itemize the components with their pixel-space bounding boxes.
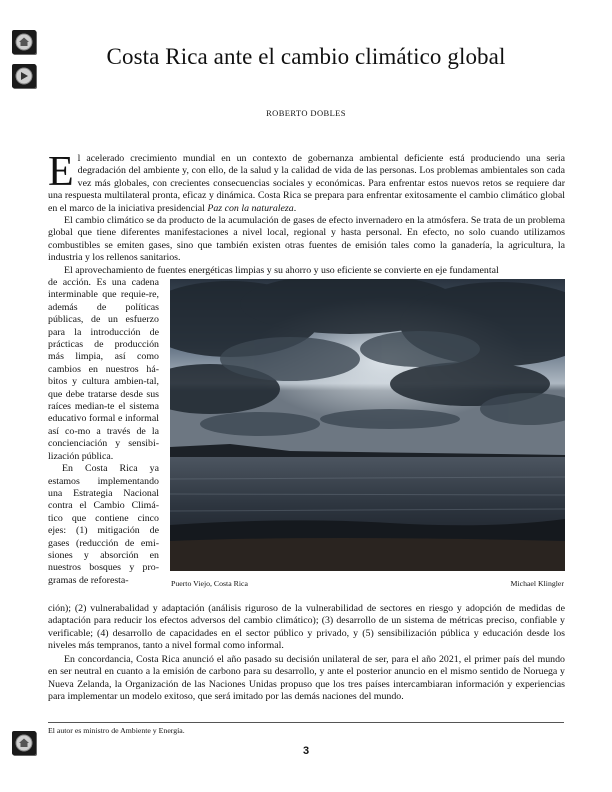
intro-text: l acelerado crecimiento mundial en un contexto de gobernanza ambiental deficiente está produciendo una seria degradación del ambiente y, con ello, de la salud y la calidad de vida de las personas. Los problemas ambientales son cada vez más globales, con crecientes consecuencias sociales y económicas. Para enfrentar estos nuevos retos se requiere dar una respuesta multilateral pronta, eficaz y dinámica. Costa Rica se prepara para enfrentar exitosamente el cambio climático global en el marco de la iniciativa presidencial — [48, 153, 565, 214]
page-number: 3 — [302, 745, 310, 757]
paragraph-strategy-continued: ción); (2) vulnerabalidad y adaptación (análisis riguroso de la vulnerabilidad de sectores en riesgo y adopción de medidas de adaptación para reducir los efectos adversos del cambio climático); (3) desarrollo de un sistema de métricas preciso, confiable y verificable; (4) desarrollo de capacidades en el sector público y privado, y (5) sensibilización pública y educación desde los niveles más tempranos, tanto a nivel formal como informal. — [48, 603, 565, 652]
intro-text-end: . — [293, 202, 297, 214]
column-paragraph-1: de acción. Es una cadena interminable que requie-re, además de políticas públicas, de un esfuerzo para la introducción de prácticas de producción más limpia, así como cambios en nuestros há-bitos y cultura ambien-tal, que debe tratarse desde sus raíces median-te el sistema educativo formal e informal así co-mo a través de la concienciación y sensibi-lización pública. — [48, 277, 159, 462]
article-body-bottom — [48, 603, 565, 653]
article-body-final — [48, 654, 565, 704]
intro-paragraph — [48, 149, 565, 215]
paragraph-carbon-neutral: En concordancia, Costa Rica anunció el año pasado su decisión unilateral de ser, para el año 2021, el primer país del mundo en ser neutral en cuanto a la emisión de carbono para su desarrollo, y ante el posterior anuncio en el mismo sentido de Noruega y Nueva Zelanda, la Organización de las Naciones Unidas propuso que los tres países intercambiaran información y experiencias para implementar un modelo exitoso, que será imitado por las demás naciones del mundo. — [48, 654, 565, 703]
photo-credit: Michael Klingler — [510, 579, 564, 588]
column-paragraph-2: En Costa Rica ya estamos implementando una Estrategia Nacional contra el Cambio Climá-tico que contiene cinco ejes: (1) mitigación de gases (reducción de emi-siones y absorción en nuestros bosques y pro-gramas de reforesta- — [48, 463, 159, 586]
paragraph-energy: El aprovechamiento de fuentes energéticas limpias y su ahorro y uso eficiente se convierte en eje fundamental — [64, 264, 499, 276]
article-author: ROBERTO DOBLES — [266, 108, 346, 118]
seascape-photo — [170, 279, 565, 571]
paragraph-climate-change: El cambio climático se da producto de la acumulación de gases de efecto invernadero en la atmósfera. Se trata de un problema global que tiene diferentes manifestaciones a nivel local, regional y hasta personal. En efecto, no solo cuando utilizamos combustibles se emiten gases, sino que también existen otras fuentes de emisión tales como la ganadería, la agricultura, la industria y los rellenos sanitarios. — [48, 215, 565, 264]
photo-caption-location: Puerto Viejo, Costa Rica — [171, 579, 248, 588]
footnote-divider — [48, 722, 564, 723]
drop-cap: E — [48, 149, 74, 195]
initiative-name: Paz con la naturaleza — [207, 202, 294, 214]
article-title: Costa Rica ante el cambio climático global — [106, 44, 506, 69]
footnote: El autor es ministro de Ambiente y Energía. — [48, 726, 185, 735]
side-column-text — [48, 277, 159, 587]
article-body-top — [48, 149, 565, 277]
